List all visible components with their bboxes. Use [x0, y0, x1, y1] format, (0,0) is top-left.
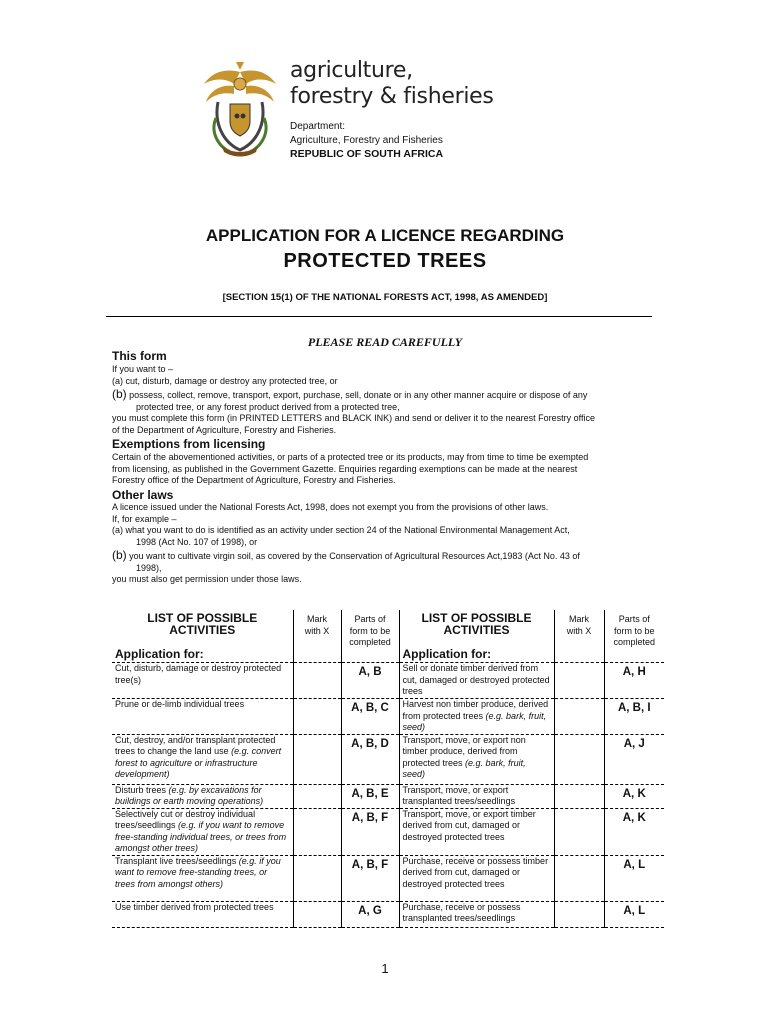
other-laws-text	[112, 502, 657, 586]
left-list-header	[112, 610, 293, 649]
left-mark-cell-1[interactable]	[293, 663, 341, 699]
exemptions-line-1: Certain of the abovementioned activities, or parts of a protected tree or its products, may from time to time be exempted	[112, 452, 589, 462]
right-activity-example: (e.g. bark, fruit, seed)	[402, 757, 526, 779]
right-activity-2	[399, 699, 554, 735]
activities-table	[112, 610, 664, 928]
table-row	[112, 699, 664, 735]
exemptions-text	[112, 452, 657, 487]
right-activity-1	[399, 663, 554, 699]
right-parts-header-2: form to be	[613, 625, 655, 636]
left-parts-header-2: form to be	[349, 625, 391, 636]
right-activity-text: Transport, move, or export non timber produce, derived from protected trees	[402, 734, 526, 768]
exemptions-line-2: from licensing, as published in the Government Gazette. Enquiries regarding exemptions can be made at the nearest	[112, 463, 578, 474]
divider	[106, 316, 652, 317]
left-parts-code-6: A, B, F	[341, 855, 399, 901]
this-form-text	[112, 364, 657, 436]
right-parts-code-5: A, K	[604, 808, 664, 855]
right-list-header	[399, 610, 554, 649]
left-mark-cell-5[interactable]	[293, 808, 341, 855]
other-laws-line-2: If, for example –	[112, 513, 177, 524]
section-reference: [SECTION 15(1) OF THE NATIONAL FORESTS ACT, 1998, AS AMENDED]	[222, 292, 548, 303]
left-parts-code-2: A, B, C	[341, 699, 399, 735]
left-list-header-2: ACTIVITIES	[169, 622, 236, 637]
left-activity-text: Cut, destroy, and/or transplant protected trees to change the land use	[115, 734, 276, 756]
left-mark-cell-3[interactable]	[293, 734, 341, 784]
country-name: REPUBLIC OF SOUTH AFRICA	[290, 148, 444, 160]
exemptions-heading: Exemptions from licensing	[112, 437, 266, 451]
left-activity-3	[112, 734, 293, 784]
left-parts-code-3: A, B, D	[341, 734, 399, 784]
right-parts-header-1: Parts of	[618, 614, 650, 624]
this-form-item-b-cont: protected tree, or any forest product derived from a protected tree,	[136, 401, 400, 412]
right-activity-6	[399, 855, 554, 901]
this-form-item-b-letter: (b)	[112, 387, 127, 401]
left-mark-header-1: Mark	[307, 614, 327, 624]
this-form-item-b: possess, collect, remove, transport, export, purchase, sell, donate or in any other manner acquire or dispose of any	[126, 390, 588, 400]
right-list-header-2: ACTIVITIES	[443, 622, 510, 637]
right-activity-text: Transport, move, or export timber derived from cut, damaged or destroyed protected trees	[402, 808, 536, 842]
this-form-intro: If you want to –	[112, 364, 174, 374]
other-laws-heading: Other laws	[112, 488, 174, 502]
table-row	[112, 901, 664, 927]
left-parts-header	[341, 610, 399, 649]
right-activity-5	[399, 808, 554, 855]
right-parts-code-7: A, L	[604, 901, 664, 927]
this-form-item-a: (a) cut, disturb, damage or destroy any protected tree, or	[112, 375, 338, 386]
right-activity-text: Purchase, receive or possess timber derived from cut, damaged or destroyed protected trees	[402, 855, 549, 889]
left-activity-text: Cut, disturb, damage or destroy protected tree(s)	[115, 663, 282, 685]
left-parts-code-7: A, G	[341, 901, 399, 927]
table-row	[112, 855, 664, 901]
coat-of-arms-icon	[200, 62, 280, 158]
right-parts-code-3: A, J	[604, 734, 664, 784]
page-number: 1	[381, 961, 389, 976]
left-activity-1	[112, 663, 293, 699]
right-activity-text: Transport, move, or export transplanted trees/seedlings	[402, 784, 516, 806]
right-mark-cell-2[interactable]	[554, 699, 604, 735]
left-activity-2	[112, 699, 293, 735]
left-activity-example: (e.g. convert forest to agriculture or infrastructure development)	[115, 746, 282, 779]
exemptions-line-3: Forestry office of the Department of Agriculture, Forestry and Fisheries.	[112, 475, 396, 485]
left-list-header-1: LIST OF POSSIBLE	[147, 611, 258, 625]
right-mark-header	[554, 610, 604, 649]
right-mark-header-2: with X	[566, 625, 592, 636]
left-mark-cell-7[interactable]	[293, 901, 341, 927]
brand-line-1: agriculture,	[290, 58, 413, 83]
left-activity-example: (e.g. if you want to remove free-standing individual trees, or trees from amongst other trees)	[115, 820, 287, 853]
left-application-for: Application for:	[112, 649, 293, 663]
right-activity-example: (e.g. bark, fruit, seed)	[402, 710, 547, 732]
table-row	[112, 734, 664, 784]
right-mark-cell-6[interactable]	[554, 855, 604, 901]
left-activity-example: (e.g. if you want to remove free-standing trees, or trees from amongst others)	[115, 855, 281, 889]
right-mark-cell-7[interactable]	[554, 901, 604, 927]
right-activity-text: Harvest non timber produce, derived from protected trees	[402, 699, 549, 721]
right-activity-text: Purchase, receive or possess transplanted trees/seedlings	[402, 901, 521, 923]
left-mark-cell-2[interactable]	[293, 699, 341, 735]
right-application-for: Application for:	[399, 649, 554, 663]
right-mark-cell-3[interactable]	[554, 734, 604, 784]
right-mark-header-1: Mark	[569, 614, 589, 624]
table-row	[112, 663, 664, 699]
other-laws-line-1: A licence issued under the National Forests Act, 1998, does not exempt you from the provisions of other laws.	[112, 502, 549, 512]
table-row	[112, 784, 664, 808]
form-title-line-2: PROTECTED TREES	[283, 250, 487, 272]
right-mark-cell-1[interactable]	[554, 663, 604, 699]
right-mark-cell-5[interactable]	[554, 808, 604, 855]
left-activity-text: Prune or de-limb individual trees	[115, 699, 245, 709]
left-mark-header	[293, 610, 341, 649]
left-mark-header-2: with X	[304, 625, 330, 636]
other-laws-item-b-letter: (b)	[112, 548, 127, 562]
left-activity-text: Transplant live trees/seedlings	[115, 855, 239, 866]
left-parts-header-3: completed	[349, 637, 391, 647]
left-parts-code-1: A, B	[341, 663, 399, 699]
right-parts-code-4: A, K	[604, 784, 664, 808]
this-form-heading: This form	[112, 349, 167, 363]
right-activity-4	[399, 784, 554, 808]
left-activity-6	[112, 855, 293, 901]
right-parts-header	[604, 610, 664, 649]
left-mark-cell-6[interactable]	[293, 855, 341, 901]
other-laws-item-b-cont: 1998),	[136, 562, 162, 573]
left-activity-5	[112, 808, 293, 855]
table-row	[112, 808, 664, 855]
right-list-header-1: LIST OF POSSIBLE	[421, 611, 532, 625]
form-title-line-1: APPLICATION FOR A LICENCE REGARDING	[205, 226, 565, 245]
left-activity-text: Disturb trees	[115, 784, 169, 795]
other-laws-item-a: (a) what you want to do is identified as an activity under section 24 of the National Environmental Management Act,	[112, 525, 570, 535]
right-activity-3	[399, 734, 554, 784]
left-mark-cell-4[interactable]	[293, 784, 341, 808]
department-name: Agriculture, Forestry and Fisheries	[290, 135, 443, 146]
other-laws-item-b: you want to cultivate virgin soil, as covered by the Conservation of Agricultural Resources Act,1983 (Act No. 43 of	[126, 551, 580, 561]
right-parts-code-6: A, L	[604, 855, 664, 901]
left-parts-code-5: A, B, F	[341, 808, 399, 855]
other-laws-outro: you must also get permission under those laws.	[112, 574, 302, 584]
left-activity-text: Selectively cut or destroy individual trees/seedlings	[115, 808, 256, 830]
right-parts-code-2: A, B, I	[604, 699, 664, 735]
brand-line-2: forestry & fisheries	[290, 84, 494, 109]
left-activity-example: (e.g. by excavations for buildings or earth moving operations)	[115, 784, 264, 806]
department-label: Department:	[290, 121, 346, 132]
please-read-notice: PLEASE READ CAREFULLY	[307, 335, 463, 349]
left-parts-header-1: Parts of	[354, 614, 386, 624]
left-parts-code-4: A, B, E	[341, 784, 399, 808]
right-activity-7	[399, 901, 554, 927]
right-parts-code-1: A, H	[604, 663, 664, 699]
left-activity-4	[112, 784, 293, 808]
left-activity-7	[112, 901, 293, 927]
right-parts-header-3: completed	[613, 637, 656, 647]
right-mark-cell-4[interactable]	[554, 784, 604, 808]
other-laws-item-a-cont: 1998 (Act No. 107 of 1998), or	[136, 536, 258, 547]
left-activity-text: Use timber derived from protected trees	[115, 901, 274, 912]
right-activity-text: Sell or donate timber derived from cut, damaged or destroyed protected trees	[402, 663, 550, 696]
this-form-outro-1: you must complete this form (in PRINTED LETTERS and BLACK INK) and send or deliver it to the nearest Forestry office	[112, 413, 596, 423]
this-form-outro-2: of the Department of Agriculture, Forestry and Fisheries.	[112, 424, 337, 435]
